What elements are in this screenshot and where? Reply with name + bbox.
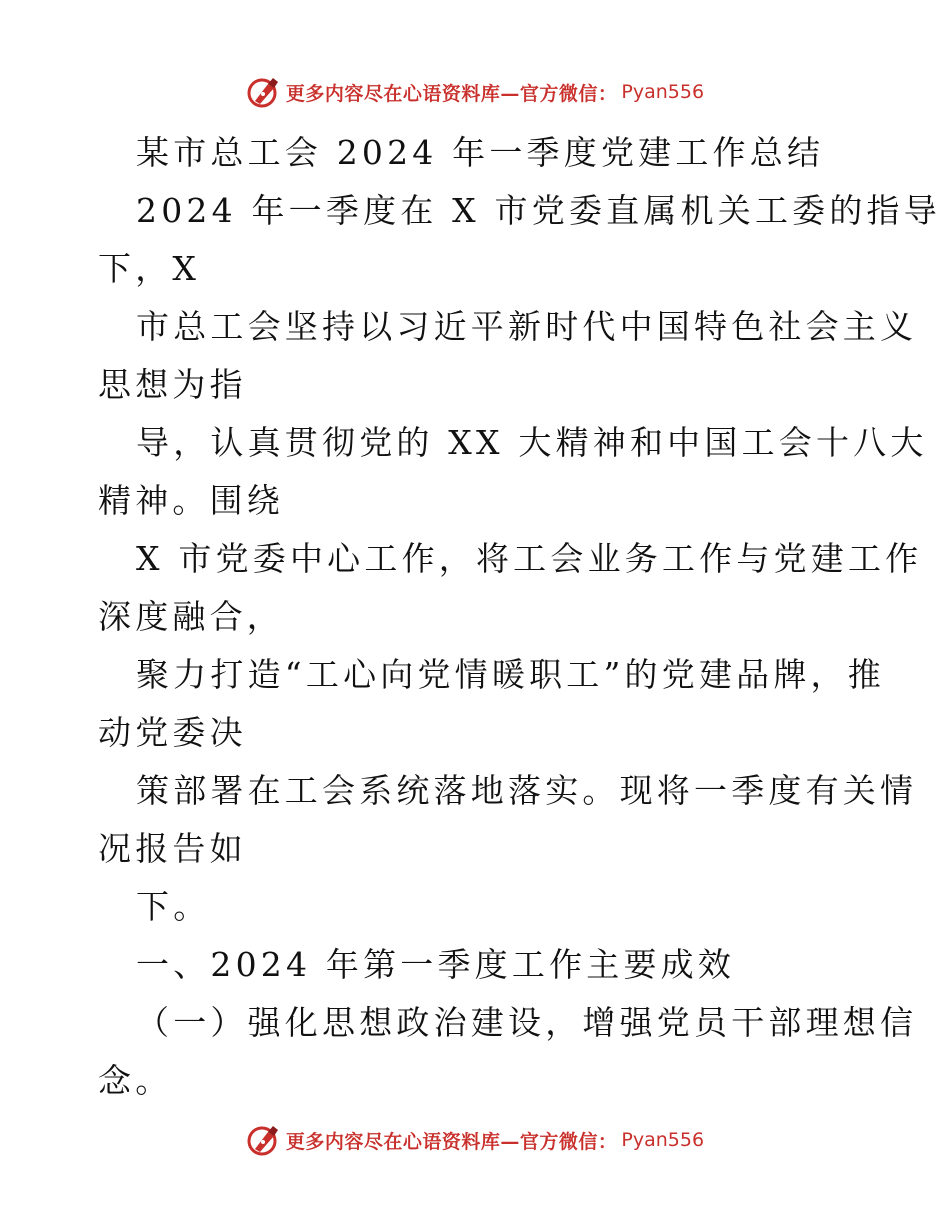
text-line: 思想为指 — [98, 365, 247, 404]
text-line: 下。 — [136, 887, 211, 926]
watermark-banner-bottom — [0, 1120, 950, 1160]
text-line: 下，X — [98, 249, 201, 288]
text-line: 导，认真贯彻党的 XX 大精神和中国工会十八大 — [136, 423, 928, 462]
text-line: （一）强化思想政治建设，增强党员干部理想信 — [136, 1003, 918, 1042]
text-line: X 市党委中心工作，将工会业务工作与党建工作 — [136, 539, 923, 578]
watermark-handle: Pyan556 — [621, 81, 705, 103]
watermark-handle: Pyan556 — [621, 1129, 705, 1151]
text-line: 某市总工会 2024 年一季度党建工作总结 — [136, 133, 825, 172]
watermark-text: 更多内容尽在心语资料库—官方微信： — [285, 1130, 618, 1153]
document-body — [98, 124, 941, 1110]
text-line: 精神。围绕 — [98, 481, 284, 520]
watermark-banner-top — [0, 72, 950, 112]
text-line: 策部署在工会系统落地落实。现将一季度有关情 — [136, 771, 918, 810]
text-line: 一、2024 年第一季度工作主要成效 — [136, 945, 736, 984]
text-line: 动党委决 — [98, 713, 247, 752]
text-line: 深度融合， — [98, 597, 284, 636]
text-line: 市总工会坚持以习近平新时代中国特色社会主义 — [136, 307, 918, 346]
text-line: 念。 — [98, 1061, 173, 1100]
pen-nib-icon — [246, 74, 282, 110]
text-line: 况报告如 — [98, 829, 247, 868]
text-line: 2024 年一季度在 X 市党委直属机关工委的指导 — [136, 191, 941, 230]
text-line: 聚力打造“工心向党情暖职工”的党建品牌，推 — [136, 655, 885, 694]
watermark-text: 更多内容尽在心语资料库—官方微信： — [285, 82, 618, 105]
pen-nib-icon — [246, 1122, 282, 1158]
